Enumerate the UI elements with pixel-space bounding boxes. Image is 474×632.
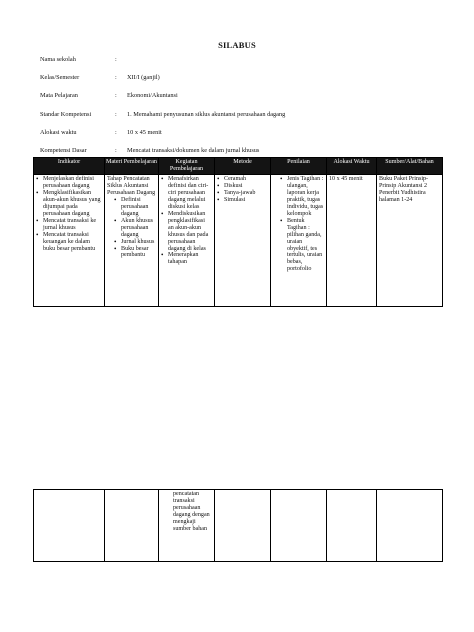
cell-penilaian: [271, 175, 327, 307]
syllabus-table-continued: [33, 489, 443, 562]
cell-kegiatan: [159, 490, 215, 562]
field-label: Mata Pelajaran: [40, 92, 78, 100]
field-label: Alokasi waktu: [40, 128, 77, 136]
list-item: • Mencatat transaksi ke jurnal khusus: [36, 218, 102, 232]
materi-intro: Tahap Pencatatan Siklus Akuntansi Perusahaan Dagang: [107, 176, 156, 196]
kegiatan-continued: pencatatan transaksi perusahaan dagang dengan mengkaji sumber bahan: [173, 491, 210, 532]
cell-alokasi: [327, 175, 377, 307]
field-colon: :: [115, 146, 117, 154]
list-item: • Menjelaskan definisi perusahaan dagang: [36, 176, 102, 190]
document-title: SILABUS: [218, 40, 256, 50]
cell-sumber: [377, 490, 443, 562]
list-item: • Simulasi: [217, 197, 268, 204]
alokasi-value: 10 x 45 menit: [329, 176, 363, 182]
list-item: • Buku besar pembantu: [114, 246, 156, 260]
list-item: • Definisi perusahaan dagang: [114, 197, 156, 218]
field-label: Nama sekolah: [40, 56, 76, 63]
header-alokasi: Alokasi Waktu: [327, 158, 377, 175]
table-row: [34, 490, 443, 562]
header-materi: Materi Pembelajaran: [105, 158, 159, 175]
cell-sumber: [377, 175, 443, 307]
field-colon: :: [115, 56, 117, 63]
list-item: • Jenis Tagihan : ulangan, laporan kerja praktik, tugas individu, tugas kelompok: [280, 176, 324, 218]
sumber-value: Buku Paket Prinsip-Prinsip Akuntansi 2 Penerbit Yudhistira halaman 1-24: [379, 176, 429, 203]
table-row: [34, 175, 443, 307]
field-nama-sekolah: [40, 56, 440, 74]
list-item: • Bentuk Tagihan : pilihan ganda, uraian obyektif, tes tertulis, uraian bebas, portofolio: [280, 218, 324, 274]
cell-penilaian: [271, 490, 327, 562]
field-value: XII/I (ganjil): [127, 74, 160, 82]
header-metode: Metode: [215, 158, 271, 175]
cell-metode: [215, 175, 271, 307]
cell-alokasi: [327, 490, 377, 562]
list-item: • Tanya-jawab: [217, 190, 268, 197]
field-value: Mencatat transaksi/dokumen ke dalam jurnal khusus: [127, 146, 260, 154]
field-label: Kompetensi Dasar: [40, 146, 87, 154]
list-item: • Ceramah: [217, 176, 268, 183]
field-value: 10 x 45 menit: [127, 128, 162, 136]
cell-indikator: [34, 175, 105, 307]
header-penilaian: Penilaian: [271, 158, 327, 175]
cell-metode: [215, 490, 271, 562]
field-value: Ekonomi/Akuntansi: [127, 92, 178, 100]
table-header-row: [34, 158, 443, 175]
field-alokasi-waktu: [40, 129, 440, 147]
field-value: 1. Memahami penyusunan siklus akuntansi perusahaan dagang: [127, 110, 286, 118]
list-item: • Mendiskusikan pengklasifikasi an akun-akun khusus dan pada perusahaan dagang di kelas: [161, 211, 212, 253]
field-colon: :: [115, 128, 117, 136]
list-item: • Diskusi: [217, 183, 268, 190]
list-item: • Menafsirkan definisi dan ciri-ciri perusahaan dagang melalui diskusi kelas: [161, 176, 212, 211]
cell-kegiatan: [159, 175, 215, 307]
syllabus-header-fields: [40, 56, 440, 165]
header-sumber: Sumber/Alat/Bahan: [377, 158, 443, 175]
list-item: • Menerapkan tahapan: [161, 252, 212, 266]
field-label: Standar Kompetensi: [40, 110, 92, 118]
field-colon: :: [115, 110, 117, 118]
list-item: • Jurnal khusus: [114, 239, 156, 246]
field-standar-kompetensi: [40, 111, 440, 129]
cell-indikator: [34, 490, 105, 562]
list-item: • Mengklasifikasikan akun-akun khusus yang dijumpai pada perusahaan dagang: [36, 190, 102, 218]
cell-materi: [105, 490, 159, 562]
syllabus-table: [33, 157, 443, 307]
field-colon: :: [115, 92, 117, 100]
field-colon: :: [115, 74, 117, 82]
field-mata-pelajaran: [40, 92, 440, 110]
field-kelas-semester: [40, 74, 440, 92]
header-indikator: Indikator: [34, 158, 105, 175]
field-label: Kelas/Semester: [40, 74, 80, 82]
cell-materi: [105, 175, 159, 307]
list-item: • Mencatat transaksi keuangan ke dalam buku besar pembantu: [36, 232, 102, 253]
list-item: • Akun khusus perusahaan dagang: [114, 218, 156, 239]
header-kegiatan: Kegiatan Pembelajaran: [159, 158, 215, 175]
